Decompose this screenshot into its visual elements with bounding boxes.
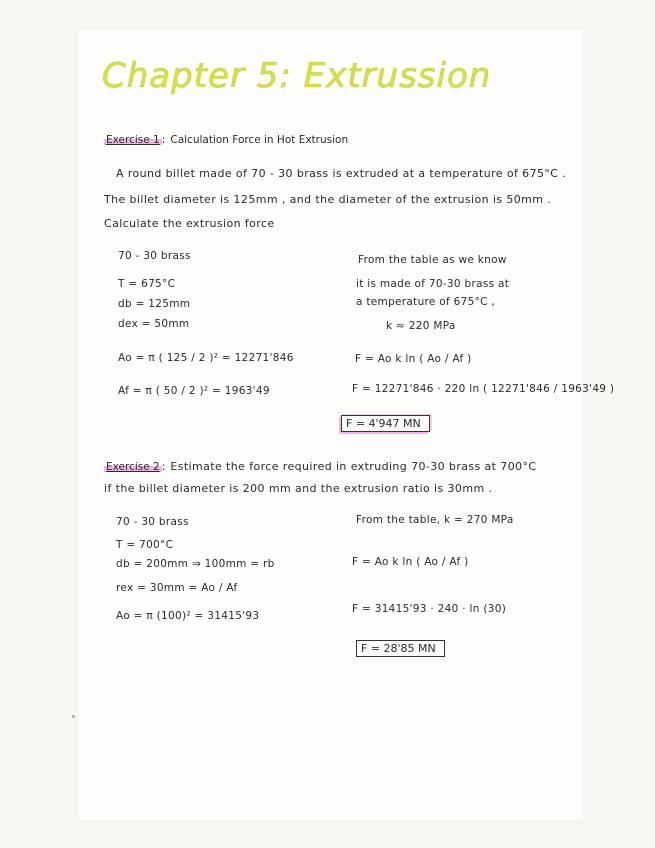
exercise-2-statement-line: if the billet diameter is 200 mm and the extrusion ratio is 30mm .	[104, 482, 493, 495]
exercise-1-answer: F = 4'947 MN	[341, 415, 430, 432]
exercise-1-title: Calculation Force in Hot Extrusion	[170, 134, 349, 146]
exercise-1-equation: Af = π ( 50 / 2 )² = 1963'49	[118, 385, 270, 397]
exercise-2-equation: F = 31415'93 · 240 · ln (30)	[352, 603, 507, 615]
exercise-1-note: it is made of 70-30 brass at	[356, 278, 510, 290]
exercise-1-given: 70 - 30 brass	[118, 250, 191, 262]
exercise-1-given: db = 125mm	[118, 298, 191, 310]
exercise-1-equation: F = 12271'846 · 220 ln ( 12271'846 / 1963'49 )	[352, 383, 615, 395]
exercise-1-heading	[104, 128, 348, 147]
exercise-2-separator: :	[161, 461, 166, 473]
exercise-1-note: From the table as we know	[358, 254, 507, 266]
exercise-2-given: T = 700°C	[116, 539, 174, 551]
exercise-2-statement-line: Estimate the force required in extruding 70-30 brass at 700°C	[170, 460, 537, 473]
exercise-1-given: dex = 50mm	[118, 318, 190, 330]
exercise-1-statement-line: A round billet made of 70 - 30 brass is extruded at a temperature of 675°C .	[116, 167, 567, 180]
exercise-2-equation: F = Ao k ln ( Ao / Af )	[352, 556, 469, 568]
notebook-page	[78, 30, 583, 820]
exercise-1-separator: :	[161, 134, 166, 146]
exercise-2-heading	[104, 455, 536, 474]
exercise-1-label: Exercise 1	[106, 134, 160, 146]
exercise-2-label: Exercise 2	[106, 461, 160, 473]
paper-speck	[72, 715, 75, 718]
exercise-1-note: k ≈ 220 MPa	[386, 320, 456, 332]
exercise-1-statement-line: Calculate the extrusion force	[104, 217, 275, 230]
exercise-1-equation: F = Ao k ln ( Ao / Af )	[355, 353, 472, 365]
exercise-2-equation: Ao = π (100)² = 31415'93	[116, 610, 260, 622]
exercise-1-equation: Ao = π ( 125 / 2 )² = 12271'846	[118, 352, 294, 364]
exercise-1-note: a temperature of 675°C ,	[356, 296, 496, 308]
page-title: Chapter 5: Extrussion	[102, 56, 492, 96]
exercise-2-answer: F = 28'85 MN	[356, 640, 445, 657]
exercise-2-given: 70 - 30 brass	[116, 516, 189, 528]
exercise-1-given: T = 675°C	[118, 278, 176, 290]
exercise-2-note: From the table, k = 270 MPa	[356, 514, 514, 526]
exercise-2-given: rex = 30mm = Ao / Af	[116, 582, 238, 594]
exercise-2-given: db = 200mm ⇒ 100mm = rb	[116, 558, 275, 570]
exercise-1-statement-line: The billet diameter is 125mm , and the diameter of the extrusion is 50mm .	[104, 193, 552, 206]
